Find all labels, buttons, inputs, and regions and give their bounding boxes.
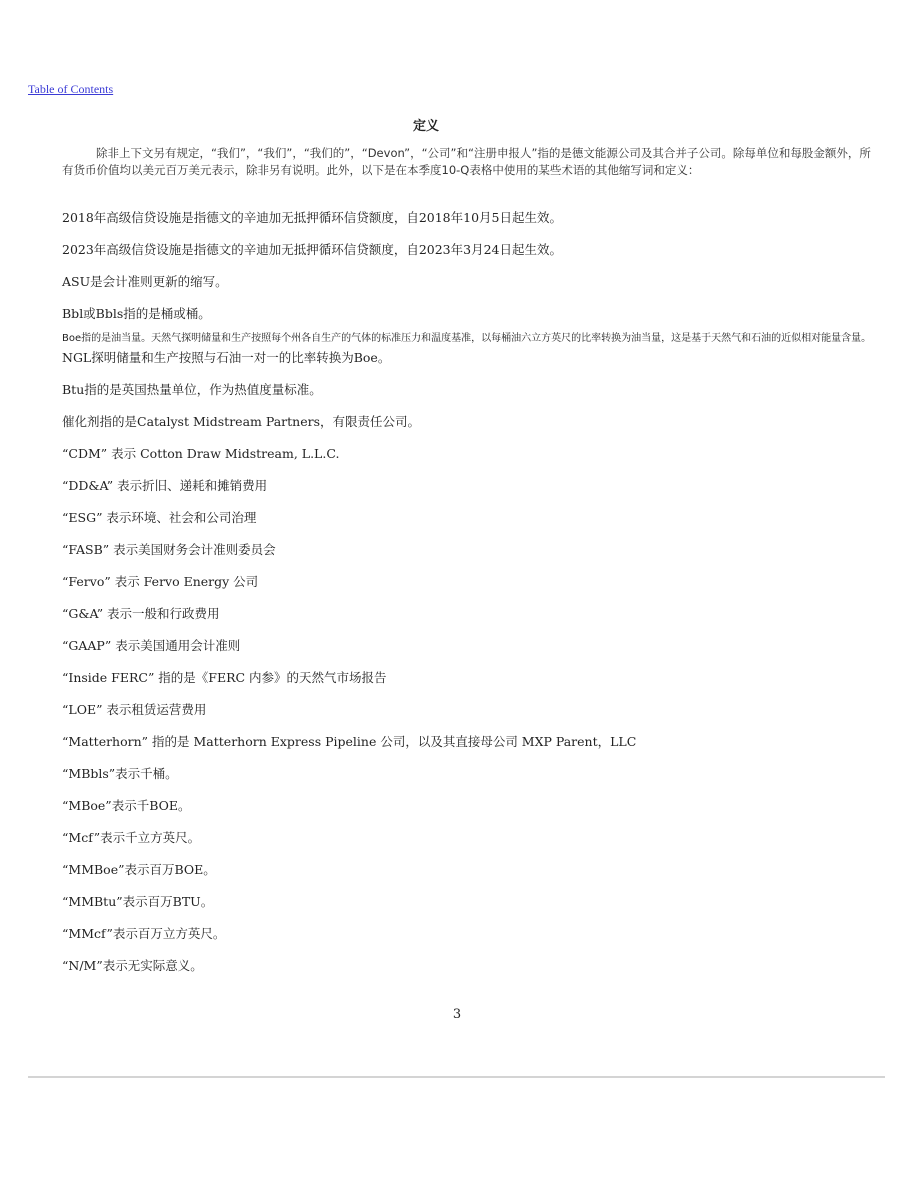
definition-item: “Mcf”表示千立方英尺。 (62, 830, 201, 845)
definition-item: NGL探明储量和生产按照与石油一对一的比率转换为Boe。 (62, 350, 391, 365)
definition-item: “GAAP” 表示美国通用会计准则 (62, 638, 241, 653)
page-divider (28, 1076, 885, 1078)
definition-item: “MMBoe”表示百万BOE。 (62, 862, 216, 877)
section-title: 定义 (412, 119, 439, 134)
intro-paragraph: 除非上下文另有规定，“我们”，“我们”，“我们的”，“Devon”，“公司”和“注册申报人”指的是德文能源公司及其合并子公司。除每单位和每股金额外，所有货币价值均以美元百万美元表示，除非另有说明。此外，以下是在本季度10-Q表格中使用的某些术语的其他缩写词和定义： (62, 146, 871, 177)
definition-item: “FASB” 表示美国财务会计准则委员会 (62, 542, 276, 557)
page-number: 3 (452, 1007, 462, 1022)
definition-item: “Fervo” 表示 Fervo Energy 公司 (62, 574, 259, 589)
definition-item: “LOE” 表示租赁运营费用 (62, 702, 207, 717)
definition-item: ASU是会计准则更新的缩写。 (62, 274, 228, 289)
definition-item: “MMcf”表示百万立方英尺。 (62, 926, 226, 941)
definition-item: Bbl或Bbls指的是桶或桶。 (62, 306, 211, 321)
definition-item: “Matterhorn” 指的是 Matterhorn Express Pipeline 公司，以及其直接母公司 MXP Parent，LLC (62, 734, 637, 749)
definition-item: “Inside FERC” 指的是《FERC 内参》的天然气市场报告 (62, 670, 387, 685)
definition-item: 催化剂指的是Catalyst Midstream Partners，有限责任公司。 (62, 414, 420, 429)
boe-definition-note: Boe指的是油当量。天然气探明储量和生产按照每个州各自生产的气体的标准压力和温度基准，以每桶油六立方英尺的比率转换为油当量，这是基于天然气和石油的近似相对能量含量。 (62, 333, 872, 344)
definition-item: “ESG” 表示环境、社会和公司治理 (62, 510, 257, 525)
definition-item: 2018年高级信贷设施是指德文的辛迪加无抵押循环信贷额度，自2018年10月5日起生效。 (62, 210, 562, 225)
definition-item: “DD&A” 表示折旧、递耗和摊销费用 (62, 478, 268, 493)
table-of-contents-link[interactable]: Table of Contents (28, 82, 114, 96)
definition-list (62, 208, 882, 988)
definition-item: “CDM” 表示 Cotton Draw Midstream, L.L.C. (62, 446, 340, 461)
definition-item: 2023年高级信贷设施是指德文的辛迪加无抵押循环信贷额度，自2023年3月24日起生效。 (62, 242, 562, 257)
definition-item: “G&A” 表示一般和行政费用 (62, 606, 220, 621)
definition-item: “N/M”表示无实际意义。 (62, 958, 203, 973)
definition-item: “MMBtu”表示百万BTU。 (62, 894, 214, 909)
definition-item: Btu指的是英国热量单位，作为热值度量标准。 (62, 382, 322, 397)
definition-item: “MBbls”表示千桶。 (62, 766, 178, 781)
definition-item: “MBoe”表示千BOE。 (62, 798, 191, 813)
